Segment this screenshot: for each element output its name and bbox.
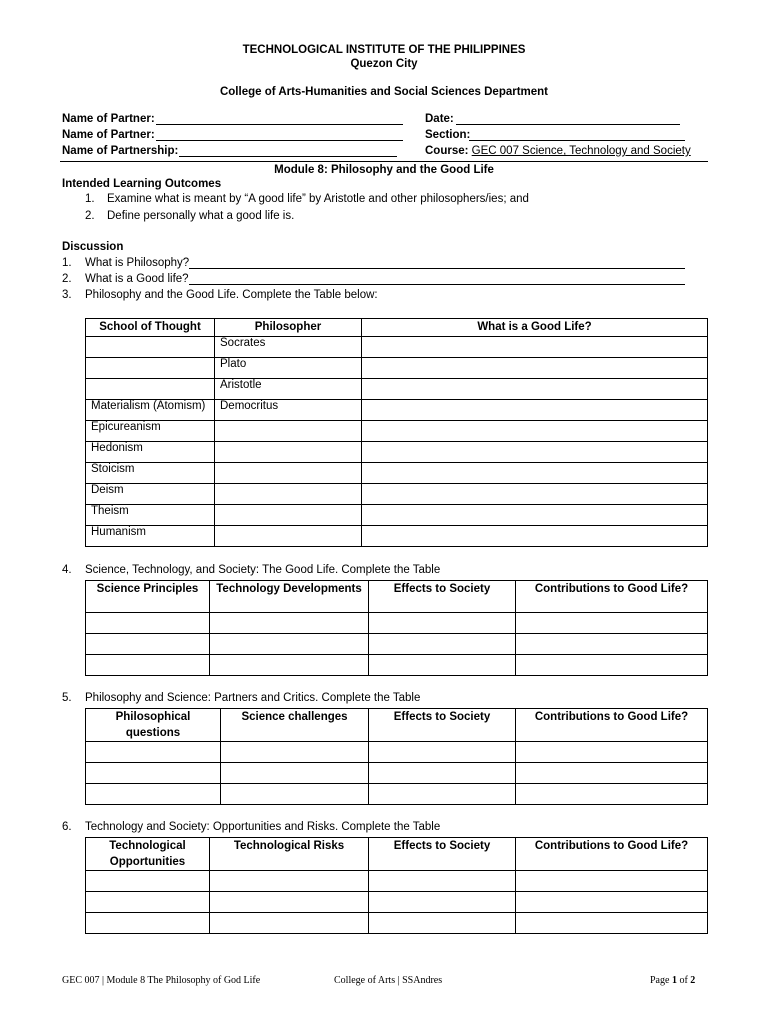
table-cell[interactable] — [86, 913, 210, 934]
discussion-heading: Discussion — [62, 241, 124, 253]
school-cell[interactable]: Hedonism — [86, 441, 215, 462]
outcome-1-text: Examine what is meant by “A good life” by Aristotle and other philosophers/ies; and — [107, 193, 529, 205]
title-rule — [60, 161, 708, 162]
table-header: Effects to Society — [369, 838, 516, 871]
school-cell[interactable]: Humanism — [86, 525, 215, 546]
course-row — [425, 145, 691, 157]
table-row — [86, 913, 708, 934]
good-life-cell[interactable] — [362, 378, 708, 399]
table-cell[interactable] — [210, 634, 369, 655]
table-row — [86, 613, 708, 634]
table-header-row — [86, 709, 708, 742]
school-cell[interactable]: Theism — [86, 504, 215, 525]
table-cell[interactable] — [86, 763, 221, 784]
table-row — [86, 871, 708, 892]
table-row — [86, 357, 708, 378]
philosopher-cell[interactable]: Democritus — [215, 399, 362, 420]
q2-num: 2. — [62, 273, 72, 285]
section4-title: Science, Technology, and Society: The Good Life. Complete the Table — [85, 564, 441, 576]
table-cell[interactable] — [210, 871, 369, 892]
table-header: Technology Developments — [210, 581, 369, 613]
table-cell[interactable] — [210, 892, 369, 913]
outcome-2-num: 2. — [85, 210, 95, 222]
q2-text: What is a Good life? — [85, 273, 189, 285]
table-row — [86, 462, 708, 483]
footer-center: College of Arts | SSAndres — [334, 975, 443, 986]
outcomes-heading: Intended Learning Outcomes — [62, 178, 222, 190]
sts-good-life-table — [85, 580, 708, 676]
table-header: Effects to Society — [369, 709, 516, 742]
q3-text: Philosophy and the Good Life. Complete the Table below: — [85, 289, 378, 301]
table-cell[interactable] — [369, 913, 516, 934]
partner1-field[interactable] — [156, 124, 403, 125]
page-current: 1 — [671, 975, 677, 986]
table-row — [86, 892, 708, 913]
table-cell[interactable] — [210, 913, 369, 934]
philosopher-cell[interactable] — [215, 483, 362, 504]
institute-name: TECHNOLOGICAL INSTITUTE OF THE PHILIPPINES — [242, 44, 526, 56]
philosophy-science-table — [85, 708, 708, 805]
table-cell[interactable] — [86, 655, 210, 676]
table-row — [86, 742, 708, 763]
page-label: Page — [650, 975, 670, 986]
table-header: Philosophical questions — [86, 709, 221, 742]
table-row — [86, 525, 708, 546]
school-cell[interactable] — [86, 357, 215, 378]
table-header: Technological Opportunities — [86, 838, 210, 871]
table-row — [86, 655, 708, 676]
good-life-table — [85, 318, 708, 547]
section4-num: 4. — [62, 564, 72, 576]
school-cell[interactable] — [86, 378, 215, 399]
table-row — [86, 336, 708, 357]
tech-society-table — [85, 837, 708, 934]
table-cell[interactable] — [221, 784, 369, 805]
section5-num: 5. — [62, 692, 72, 704]
table-cell[interactable] — [516, 784, 708, 805]
table-cell[interactable] — [210, 613, 369, 634]
table-cell[interactable] — [86, 634, 210, 655]
school-cell[interactable]: Stoicism — [86, 462, 215, 483]
school-cell[interactable]: Deism — [86, 483, 215, 504]
good-life-cell[interactable] — [362, 399, 708, 420]
table-row — [86, 441, 708, 462]
table-cell[interactable] — [516, 655, 708, 676]
city-name: Quezon City — [350, 58, 418, 70]
partnership-label: Name of Partnership: — [62, 145, 179, 157]
table-cell[interactable] — [221, 742, 369, 763]
table-cell[interactable] — [516, 763, 708, 784]
table-cell[interactable] — [369, 613, 516, 634]
table-header: Philosopher — [215, 319, 362, 337]
good-life-cell[interactable] — [362, 336, 708, 357]
philosopher-cell[interactable] — [215, 462, 362, 483]
school-cell[interactable] — [86, 336, 215, 357]
outcome-1-num: 1. — [85, 193, 95, 205]
philosopher-cell[interactable]: Socrates — [215, 336, 362, 357]
table-cell[interactable] — [516, 742, 708, 763]
good-life-cell[interactable] — [362, 483, 708, 504]
philosopher-cell[interactable] — [215, 441, 362, 462]
table-row — [86, 634, 708, 655]
table-cell[interactable] — [369, 871, 516, 892]
good-life-cell[interactable] — [362, 462, 708, 483]
partner2-label: Name of Partner: — [62, 129, 155, 141]
q1-text: What is Philosophy? — [85, 257, 190, 269]
table-header: Effects to Society — [369, 581, 516, 613]
partner2-field[interactable] — [156, 140, 403, 141]
module-title: Module 8: Philosophy and the Good Life — [274, 164, 494, 176]
school-cell[interactable]: Materialism (Atomism) — [86, 399, 215, 420]
q1-answer-field[interactable] — [189, 268, 685, 269]
good-life-cell[interactable] — [362, 420, 708, 441]
table-cell[interactable] — [369, 634, 516, 655]
table-cell[interactable] — [369, 742, 516, 763]
section6-num: 6. — [62, 821, 72, 833]
table-header: Contributions to Good Life? — [516, 709, 708, 742]
table-row — [86, 483, 708, 504]
table-cell[interactable] — [221, 763, 369, 784]
table-cell[interactable] — [516, 613, 708, 634]
table-cell[interactable] — [86, 784, 221, 805]
table-row — [86, 420, 708, 441]
table-header-row — [86, 838, 708, 871]
q3-num: 3. — [62, 289, 72, 301]
q1-num: 1. — [62, 257, 72, 269]
table-header: School of Thought — [86, 319, 215, 337]
table-header-row — [86, 319, 708, 337]
table-cell[interactable] — [210, 655, 369, 676]
table-cell[interactable] — [86, 613, 210, 634]
table-header: Contributions to Good Life? — [516, 581, 708, 613]
course-value: GEC 007 Science, Technology and Society — [471, 145, 691, 157]
footer-left: GEC 007 | Module 8 The Philosophy of God Life — [62, 975, 261, 986]
table-header: Contributions to Good Life? — [516, 838, 708, 871]
table-row — [86, 399, 708, 420]
department-name: College of Arts-Humanities and Social Sciences Department — [219, 86, 549, 98]
table-cell[interactable] — [86, 871, 210, 892]
page-of: of — [679, 975, 688, 986]
table-header: Science challenges — [221, 709, 369, 742]
table-cell[interactable] — [516, 913, 708, 934]
partner1-label: Name of Partner: — [62, 113, 155, 125]
table-header: Technological Risks — [210, 838, 369, 871]
table-cell[interactable] — [516, 871, 708, 892]
section-field[interactable] — [469, 140, 685, 141]
section5-title: Philosophy and Science: Partners and Critics. Complete the Table — [85, 692, 421, 704]
philosopher-cell[interactable]: Plato — [215, 357, 362, 378]
philosopher-cell[interactable] — [215, 525, 362, 546]
table-cell[interactable] — [86, 892, 210, 913]
outcome-2-text: Define personally what a good life is. — [107, 210, 295, 222]
table-row — [86, 763, 708, 784]
section6-title: Technology and Society: Opportunities and Risks. Complete the Table — [85, 821, 441, 833]
course-label: Course: — [425, 145, 469, 157]
footer-page — [650, 975, 695, 986]
table-header: Science Principles — [86, 581, 210, 613]
partnership-field[interactable] — [179, 156, 397, 157]
table-cell[interactable] — [369, 655, 516, 676]
good-life-cell[interactable] — [362, 504, 708, 525]
table-cell[interactable] — [369, 892, 516, 913]
table-row — [86, 784, 708, 805]
section-label: Section: — [425, 129, 471, 141]
table-row — [86, 378, 708, 399]
good-life-cell[interactable] — [362, 357, 708, 378]
table-cell[interactable] — [369, 763, 516, 784]
date-label: Date: — [425, 113, 454, 125]
philosopher-cell[interactable]: Aristotle — [215, 378, 362, 399]
table-cell[interactable] — [86, 742, 221, 763]
q2-answer-field[interactable] — [189, 284, 685, 285]
table-row — [86, 504, 708, 525]
table-header: What is a Good Life? — [362, 319, 708, 337]
table-cell[interactable] — [516, 892, 708, 913]
good-life-cell[interactable] — [362, 441, 708, 462]
philosopher-cell[interactable] — [215, 504, 362, 525]
philosopher-cell[interactable] — [215, 420, 362, 441]
page-total: 2 — [690, 975, 696, 986]
table-cell[interactable] — [516, 634, 708, 655]
table-cell[interactable] — [369, 784, 516, 805]
school-cell[interactable]: Epicureanism — [86, 420, 215, 441]
table-header-row — [86, 581, 708, 613]
date-field[interactable] — [456, 124, 680, 125]
good-life-cell[interactable] — [362, 525, 708, 546]
